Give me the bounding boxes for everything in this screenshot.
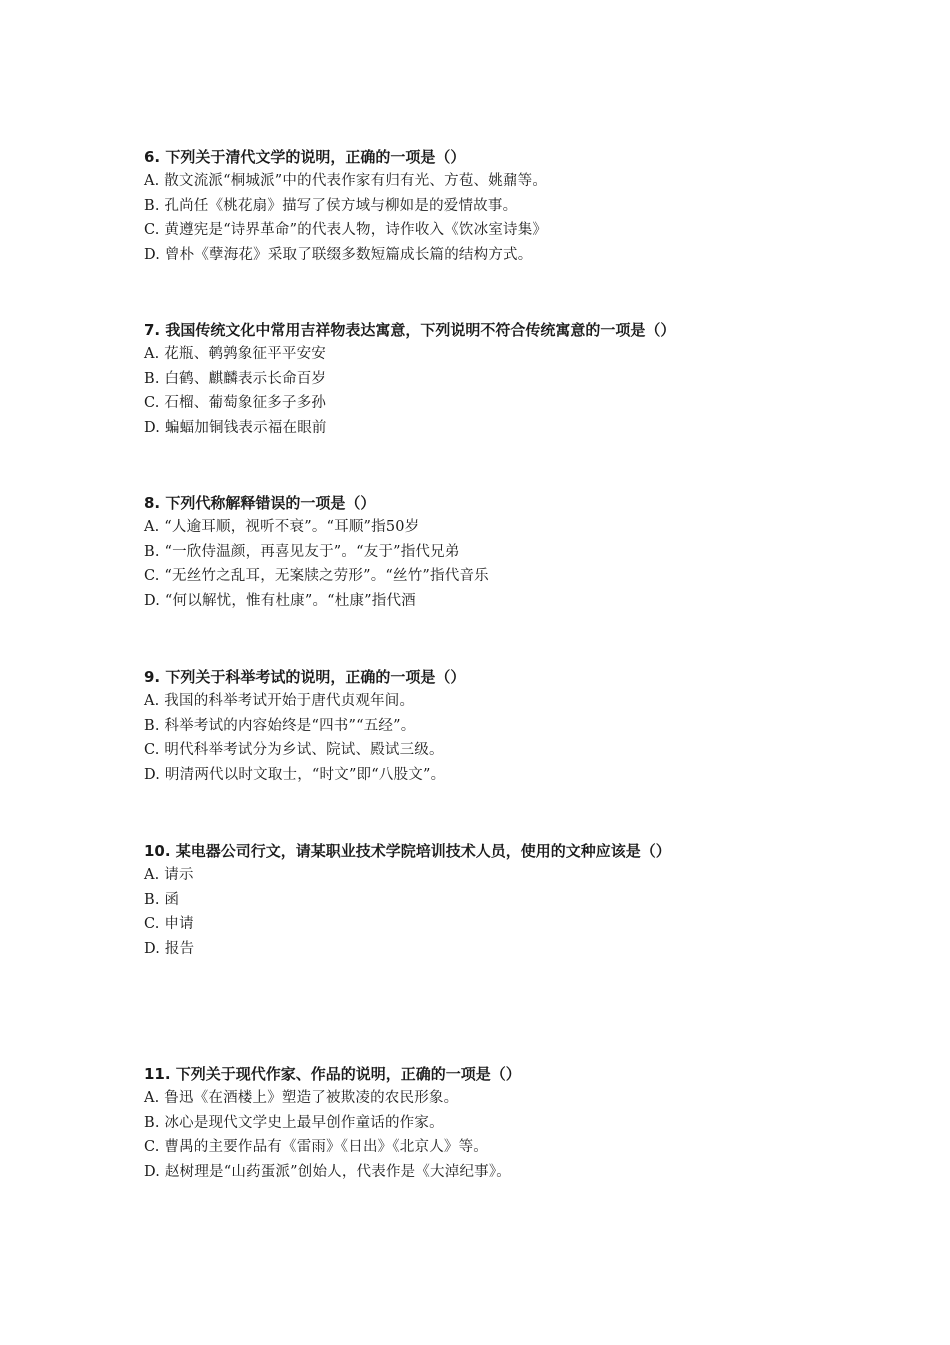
question-title: 7. 我国传统文化中常用吉祥物表达寓意，下列说明不符合传统寓意的一项是（） bbox=[144, 321, 676, 339]
question-10 bbox=[144, 839, 884, 961]
option-b: B. 冰心是现代文学史上最早创作童话的作家。 bbox=[144, 1114, 444, 1131]
option-d: D. 曾朴《孽海花》采取了联缀多数短篇成长篇的结构方式。 bbox=[144, 246, 533, 263]
question-7 bbox=[144, 318, 884, 440]
option-b: B. 白鹤、麒麟表示长命百岁 bbox=[144, 370, 327, 387]
question-title: 10. 某电器公司行文，请某职业技术学院培训技术人员，使用的文种应该是（） bbox=[144, 842, 671, 860]
option-c: C. “无丝竹之乱耳，无案牍之劳形”。“丝竹”指代音乐 bbox=[144, 568, 489, 584]
option-b: B. 科举考试的内容始终是“四书”“五经”。 bbox=[144, 717, 416, 734]
option-d: D. 赵树理是“山药蛋派”创始人，代表作是《大淖纪事》。 bbox=[144, 1163, 512, 1180]
question-6 bbox=[144, 145, 884, 267]
option-a: A. 花瓶、鹌鹑象征平平安安 bbox=[144, 346, 326, 362]
option-a: A. “人逾耳顺，视听不衰”。“耳顺”指50岁 bbox=[144, 519, 420, 535]
question-11 bbox=[144, 1062, 884, 1184]
question-title: 11. 下列关于现代作家、作品的说明，正确的一项是（） bbox=[144, 1065, 521, 1083]
option-a: A. 请示 bbox=[144, 867, 194, 883]
option-d: D. 蝙蝠加铜钱表示福在眼前 bbox=[144, 419, 327, 436]
option-c: C. 明代科举考试分为乡试、院试、殿试三级。 bbox=[144, 742, 444, 758]
option-b: B. 孔尚任《桃花扇》描写了侯方域与柳如是的爱情故事。 bbox=[144, 197, 518, 214]
option-d: D. “何以解忧，惟有杜康”。“杜康”指代酒 bbox=[144, 592, 416, 609]
option-a: A. 散文流派“桐城派”中的代表作家有归有光、方苞、姚鼐等。 bbox=[144, 173, 548, 189]
question-title: 8. 下列代称解释错误的一项是（） bbox=[144, 494, 376, 512]
question-9 bbox=[144, 665, 884, 787]
option-c: C. 申请 bbox=[144, 916, 194, 932]
question-8 bbox=[144, 491, 884, 613]
option-c: C. 曹禺的主要作品有《雷雨》《日出》《北京人》等。 bbox=[144, 1139, 488, 1155]
option-a: A. 我国的科举考试开始于唐代贞观年间。 bbox=[144, 693, 415, 709]
option-c: C. 黄遵宪是“诗界革命”的代表人物，诗作收入《饮冰室诗集》 bbox=[144, 222, 548, 238]
option-d: D. 明清两代以时文取士，“时文”即“八股文”。 bbox=[144, 766, 446, 783]
option-a: A. 鲁迅《在酒楼上》塑造了被欺凌的农民形象。 bbox=[144, 1090, 459, 1106]
option-d: D. 报告 bbox=[144, 940, 195, 957]
option-c: C. 石榴、葡萄象征多子多孙 bbox=[144, 395, 327, 411]
question-title: 9. 下列关于科举考试的说明，正确的一项是（） bbox=[144, 668, 466, 686]
option-b: B. “一欣侍温颜，再喜见友于”。“友于”指代兄弟 bbox=[144, 543, 460, 560]
question-title: 6. 下列关于清代文学的说明，正确的一项是（） bbox=[144, 148, 466, 166]
option-b: B. 函 bbox=[144, 891, 180, 908]
